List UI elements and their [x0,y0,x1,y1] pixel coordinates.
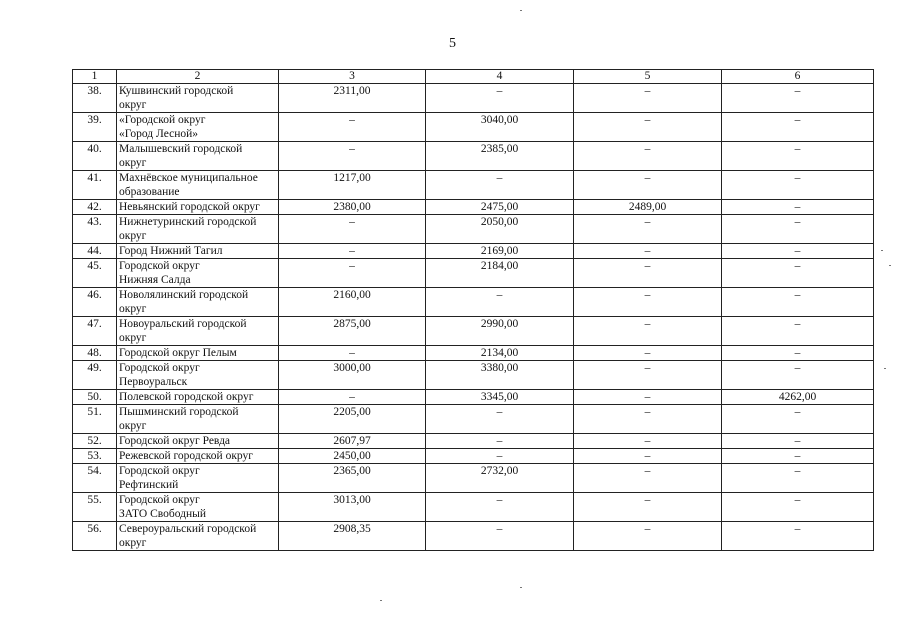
value-cell-col3: 2205,00 [279,405,426,434]
municipality-name-line: Городской округ [119,260,200,272]
value-cell-col3: – [279,113,426,142]
municipality-name-line: Городской округ [119,465,200,477]
header-col-5: 5 [574,70,722,84]
municipality-name-cell [117,390,279,405]
municipality-name-line: Полевской городской округ [119,391,254,403]
row-number-cell: 49. [73,361,117,390]
value-cell-col3: 2450,00 [279,449,426,464]
value-cell-col5: – [574,390,722,405]
value-cell-col4: – [426,405,574,434]
municipality-name-line: ЗАТО Свободный [119,508,207,520]
value-cell-col3: 2875,00 [279,317,426,346]
row-number-cell: 44. [73,244,117,259]
table-row [73,171,874,200]
value-cell-col6: – [722,317,874,346]
value-cell-col3: 1217,00 [279,171,426,200]
value-cell-col6: – [722,464,874,493]
table-row [73,346,874,361]
municipality-name-line: Нижняя Салда [119,274,191,286]
municipality-name-cell [117,405,279,434]
value-cell-col6: – [722,142,874,171]
value-cell-col6: – [722,200,874,215]
value-cell-col4: – [426,493,574,522]
row-number-cell: 51. [73,405,117,434]
municipality-name-line: «Город Лесной» [119,128,199,140]
row-number-cell: 41. [73,171,117,200]
data-table [72,69,874,551]
value-cell-col3: 2311,00 [279,84,426,113]
table-row [73,288,874,317]
table-row [73,259,874,288]
table-row [73,361,874,390]
value-cell-col5: – [574,405,722,434]
value-cell-col5: – [574,434,722,449]
municipality-name-line: «Городской округ [119,114,206,126]
municipality-name-line: Кушвинский городской [119,85,234,97]
municipality-name-line: Пышминский городской [119,406,239,418]
municipality-name-line: Городской округ Пелым [119,347,237,359]
value-cell-col3: 3000,00 [279,361,426,390]
value-cell-col5: – [574,113,722,142]
municipality-name-line: округ [119,230,147,242]
value-cell-col4: 3380,00 [426,361,574,390]
municipality-name-cell [117,361,279,390]
row-number-cell: 54. [73,464,117,493]
scan-speck [884,368,886,369]
municipality-name-cell [117,259,279,288]
value-cell-col6: – [722,259,874,288]
value-cell-col4: 2990,00 [426,317,574,346]
value-cell-col4: – [426,84,574,113]
value-cell-col3: – [279,215,426,244]
page-number: 5 [449,36,456,51]
scan-speck [881,250,883,251]
value-cell-col5: – [574,346,722,361]
value-cell-col5: – [574,317,722,346]
municipality-name-cell [117,171,279,200]
value-cell-col3: 2380,00 [279,200,426,215]
value-cell-col6: – [722,449,874,464]
municipality-name-cell [117,113,279,142]
value-cell-col5: – [574,259,722,288]
value-cell-col4: 2169,00 [426,244,574,259]
scan-speck [889,265,891,266]
value-cell-col3: 2908,35 [279,522,426,551]
municipality-name-line: Город Нижний Тагил [119,245,223,257]
municipality-name-cell [117,522,279,551]
table-row [73,84,874,113]
header-col-3: 3 [279,70,426,84]
municipality-name-line: Новолялинский городской [119,289,249,301]
value-cell-col5: – [574,244,722,259]
municipality-name-line: округ [119,157,147,169]
table-row [73,405,874,434]
table-row [73,522,874,551]
municipality-name-line: Нижнетуринский городской [119,216,257,228]
row-number-cell: 56. [73,522,117,551]
row-number-cell: 50. [73,390,117,405]
row-number-cell: 39. [73,113,117,142]
row-number-cell: 55. [73,493,117,522]
municipality-name-line: Первоуральск [119,376,188,388]
value-cell-col6: – [722,171,874,200]
value-cell-col4: 3345,00 [426,390,574,405]
municipality-name-cell [117,142,279,171]
value-cell-col6: – [722,346,874,361]
value-cell-col6: 4262,00 [722,390,874,405]
table-row [73,244,874,259]
table-row [73,317,874,346]
value-cell-col4: – [426,434,574,449]
row-number-cell: 43. [73,215,117,244]
row-number-cell: 38. [73,84,117,113]
value-cell-col5: – [574,288,722,317]
table-row [73,200,874,215]
header-col-4: 4 [426,70,574,84]
value-cell-col3: 2160,00 [279,288,426,317]
municipality-name-line: Городской округ [119,494,200,506]
value-cell-col5: – [574,142,722,171]
value-cell-col3: 2365,00 [279,464,426,493]
value-cell-col5: – [574,171,722,200]
value-cell-col5: – [574,449,722,464]
municipality-name-line: Малышевский городской [119,143,243,155]
row-number-cell: 52. [73,434,117,449]
table-row [73,493,874,522]
value-cell-col5: – [574,493,722,522]
scan-speck [520,587,522,588]
municipality-name-line: Новоуральский городской [119,318,247,330]
municipality-name-cell [117,200,279,215]
municipality-name-line: Городской округ Ревда [119,435,231,447]
value-cell-col4: 3040,00 [426,113,574,142]
table-row [73,434,874,449]
value-cell-col6: – [722,434,874,449]
municipality-name-cell [117,493,279,522]
value-cell-col4: – [426,449,574,464]
table-row [73,113,874,142]
municipality-name-cell [117,215,279,244]
municipality-name-cell [117,84,279,113]
row-number-cell: 45. [73,259,117,288]
municipality-name-line: Махнёвское муниципальное [119,172,258,184]
value-cell-col5: – [574,215,722,244]
value-cell-col4: 2134,00 [426,346,574,361]
value-cell-col4: – [426,522,574,551]
table-row [73,215,874,244]
value-cell-col5: – [574,522,722,551]
municipality-name-cell [117,244,279,259]
value-cell-col3: 2607,97 [279,434,426,449]
value-cell-col3: – [279,390,426,405]
value-cell-col3: 3013,00 [279,493,426,522]
row-number-cell: 48. [73,346,117,361]
row-number-cell: 46. [73,288,117,317]
municipality-name-line: Режевской городской округ [119,450,253,462]
municipality-name-cell [117,317,279,346]
value-cell-col6: – [722,113,874,142]
value-cell-col6: – [722,405,874,434]
row-number-cell: 40. [73,142,117,171]
municipality-name-line: Невьянский городской округ [119,201,260,213]
value-cell-col6: – [722,244,874,259]
value-cell-col4: – [426,171,574,200]
municipality-name-cell [117,434,279,449]
value-cell-col3: – [279,346,426,361]
municipality-name-line: округ [119,303,147,315]
municipality-name-cell [117,288,279,317]
municipality-name-line: округ [119,99,147,111]
value-cell-col4: 2385,00 [426,142,574,171]
value-cell-col6: – [722,522,874,551]
municipality-name-cell [117,464,279,493]
value-cell-col4: 2184,00 [426,259,574,288]
municipality-name-line: округ [119,420,147,432]
table-header-row [73,70,874,84]
scan-speck [520,10,522,11]
header-col-1: 1 [73,70,117,84]
value-cell-col4: 2732,00 [426,464,574,493]
municipality-name-line: Городской округ [119,362,200,374]
row-number-cell: 47. [73,317,117,346]
header-col-2: 2 [117,70,279,84]
municipality-name-line: округ [119,537,147,549]
value-cell-col6: – [722,493,874,522]
table-row [73,464,874,493]
value-cell-col5: 2489,00 [574,200,722,215]
value-cell-col4: 2475,00 [426,200,574,215]
municipality-name-line: образование [119,186,180,198]
row-number-cell: 53. [73,449,117,464]
value-cell-col5: – [574,361,722,390]
value-cell-col3: – [279,142,426,171]
value-cell-col4: 2050,00 [426,215,574,244]
municipality-name-cell [117,449,279,464]
value-cell-col6: – [722,215,874,244]
header-col-6: 6 [722,70,874,84]
table-body [73,84,874,551]
value-cell-col3: – [279,259,426,288]
value-cell-col6: – [722,288,874,317]
municipality-name-line: Североуральский городской [119,523,257,535]
table-row [73,142,874,171]
value-cell-col6: – [722,84,874,113]
row-number-cell: 42. [73,200,117,215]
value-cell-col5: – [574,84,722,113]
value-cell-col3: – [279,244,426,259]
value-cell-col5: – [574,464,722,493]
table-row [73,390,874,405]
municipality-name-cell [117,346,279,361]
municipality-name-line: округ [119,332,147,344]
value-cell-col4: – [426,288,574,317]
scan-speck [380,600,382,601]
value-cell-col6: – [722,361,874,390]
municipality-name-line: Рефтинский [119,479,179,491]
table-row [73,449,874,464]
